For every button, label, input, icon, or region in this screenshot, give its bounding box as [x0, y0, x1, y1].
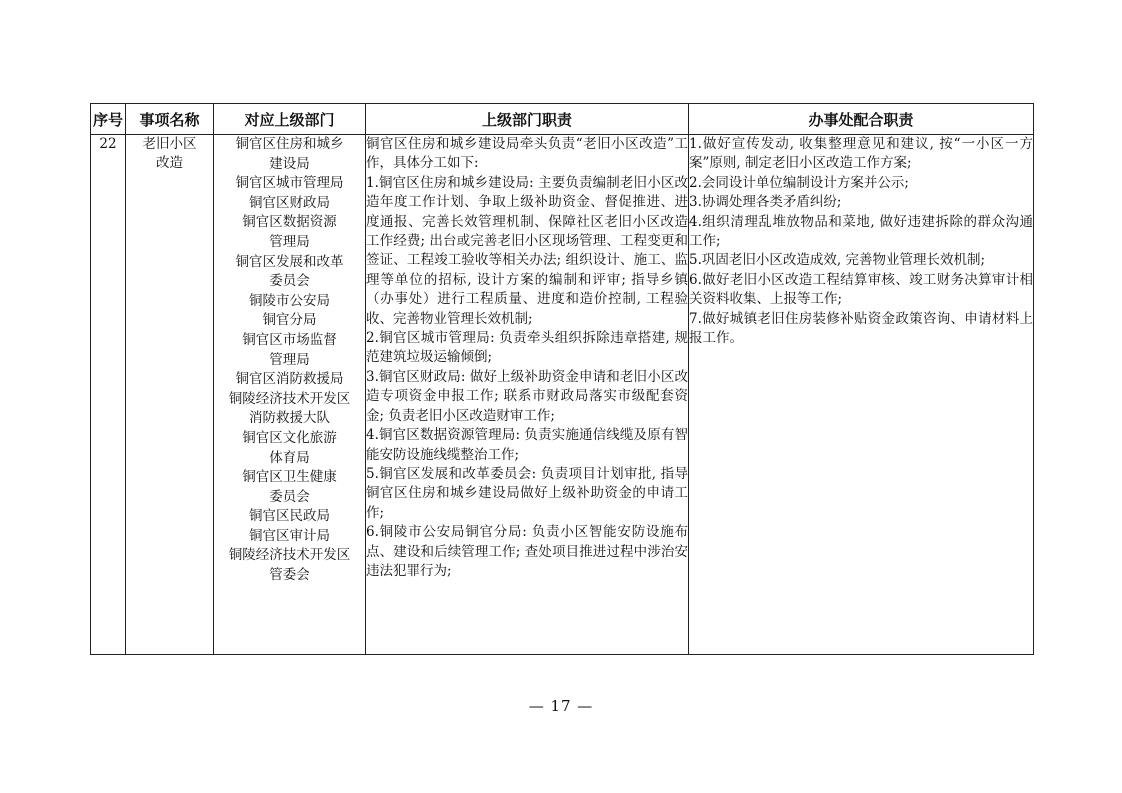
duty-paragraph: 铜官区住房和城乡建设局牵头负责“老旧小区改造”工作，具体分工如下:	[366, 136, 688, 172]
cooperation-paragraph: 2.会同设计单位编制设计方案并公示;	[689, 174, 909, 191]
table-row	[91, 135, 1034, 655]
header-superior-department: 对应上级部门	[214, 104, 366, 135]
cooperation-paragraph: 5.巩固老旧小区改造成效, 完善物业管理长效机制;	[689, 252, 986, 269]
duty-paragraph: 5.铜官区发展和改革委员会: 负责项目计划审批, 指导铜官区住房和城乡建设局做好上级补助资金的申请工作;	[366, 465, 688, 521]
department-line: 管理局	[269, 233, 310, 250]
department-line: 消防救援大队	[249, 410, 330, 427]
cooperation-paragraph: 4.组织清理乱堆放物品和菜地, 做好违建拆除的群众沟通工作;	[689, 213, 1033, 250]
department-line: 铜陵市公安局	[249, 292, 330, 309]
department-line: 铜官区数据资源	[242, 214, 337, 231]
cooperation-paragraph: 6.做好老旧小区改造工程结算审核、竣工财务决算审计相关资料收集、上报等工作;	[689, 271, 1033, 308]
item-name-line: 改造	[156, 155, 183, 172]
department-line: 体育局	[269, 449, 310, 466]
cell-office-cooperation-duties	[689, 135, 1034, 655]
department-line: 建设局	[269, 155, 310, 172]
department-line: 铜陵经济技术开发区	[228, 390, 351, 407]
department-line: 铜官区发展和改革	[235, 253, 344, 270]
item-name-line: 老旧小区	[142, 136, 197, 152]
duty-paragraph: 2.铜官区城市管理局: 负责牵头组织拆除违章搭建, 规范建筑垃圾运输倾倒;	[366, 330, 688, 366]
department-line: 铜官区市场监督	[242, 331, 337, 348]
department-line: 铜官区住房和城乡	[235, 136, 344, 152]
department-line: 铜官区财政局	[249, 194, 330, 211]
department-line: 委员会	[269, 273, 310, 290]
duty-paragraph: 3.铜官区财政局: 做好上级补助资金申请和老旧小区改造专项资金申报工作; 联系市财政局落实市级配套资金; 负责老旧小区改造财审工作;	[366, 368, 688, 424]
department-line: 铜官区城市管理局	[235, 175, 344, 192]
department-line: 铜官区民政局	[249, 508, 330, 525]
duty-paragraph: 1.铜官区住房和城乡建设局: 主要负责编制老旧小区改造年度工作计划、争取上级补助资金、督促推进、进度通报、完善长效管理机制、保障社区老旧小区改造工作经费; 出台或完善老旧小区现场管理、工程变更和签证、工程竣工验收等相关办法; 组织设计、施工、监理等单位的招标, 设计方案的编制和评审; 指导乡镇（办事处）进行工程质量、进度和造价控制, 工程验收、完善物业管理长效机制;	[366, 174, 688, 327]
cell-item-name	[126, 135, 214, 655]
cooperation-paragraph: 1.做好宣传发动, 收集整理意见和建议, 按“一小区一方案”原则, 制定老旧小区改造工作方案;	[689, 136, 1033, 172]
department-line: 铜官区卫生健康	[242, 469, 337, 486]
responsibility-table	[90, 103, 1034, 655]
department-line: 铜官分局	[262, 312, 317, 329]
header-superior-duties: 上级部门职责	[366, 104, 689, 135]
cell-serial-number: 22	[91, 135, 126, 655]
header-serial-number: 序号	[91, 104, 126, 135]
table-header-row	[91, 104, 1034, 135]
cell-superior-duties	[366, 135, 689, 655]
duty-paragraph: 4.铜官区数据资源管理局: 负责实施通信线缆及原有智能安防设施线缆整治工作;	[366, 427, 688, 463]
cooperation-paragraph: 7.做好城镇老旧住房装修补贴资金政策咨询、申请材料上报工作。	[689, 310, 1033, 347]
duty-paragraph: 6.铜陵市公安局铜官分局: 负责小区智能安防设施布点、建设和后续管理工作; 查处项目推进过程中涉治安违法犯罪行为;	[366, 524, 688, 579]
cooperation-paragraph: 3.协调处理各类矛盾纠纷;	[689, 194, 842, 211]
department-line: 管理局	[269, 351, 310, 368]
header-office-cooperation-duties: 办事处配合职责	[689, 104, 1034, 135]
department-line: 铜官区文化旅游	[242, 429, 337, 446]
department-line: 铜官区消防救援局	[235, 371, 344, 388]
department-line: 委员会	[269, 488, 310, 505]
header-item-name: 事项名称	[126, 104, 214, 135]
department-line: 铜陵经济技术开发区	[228, 547, 351, 564]
department-line: 管委会	[269, 567, 310, 584]
department-line: 铜官区审计局	[249, 527, 330, 544]
page-number: — 17 —	[528, 697, 594, 715]
cell-superior-departments	[214, 135, 366, 655]
